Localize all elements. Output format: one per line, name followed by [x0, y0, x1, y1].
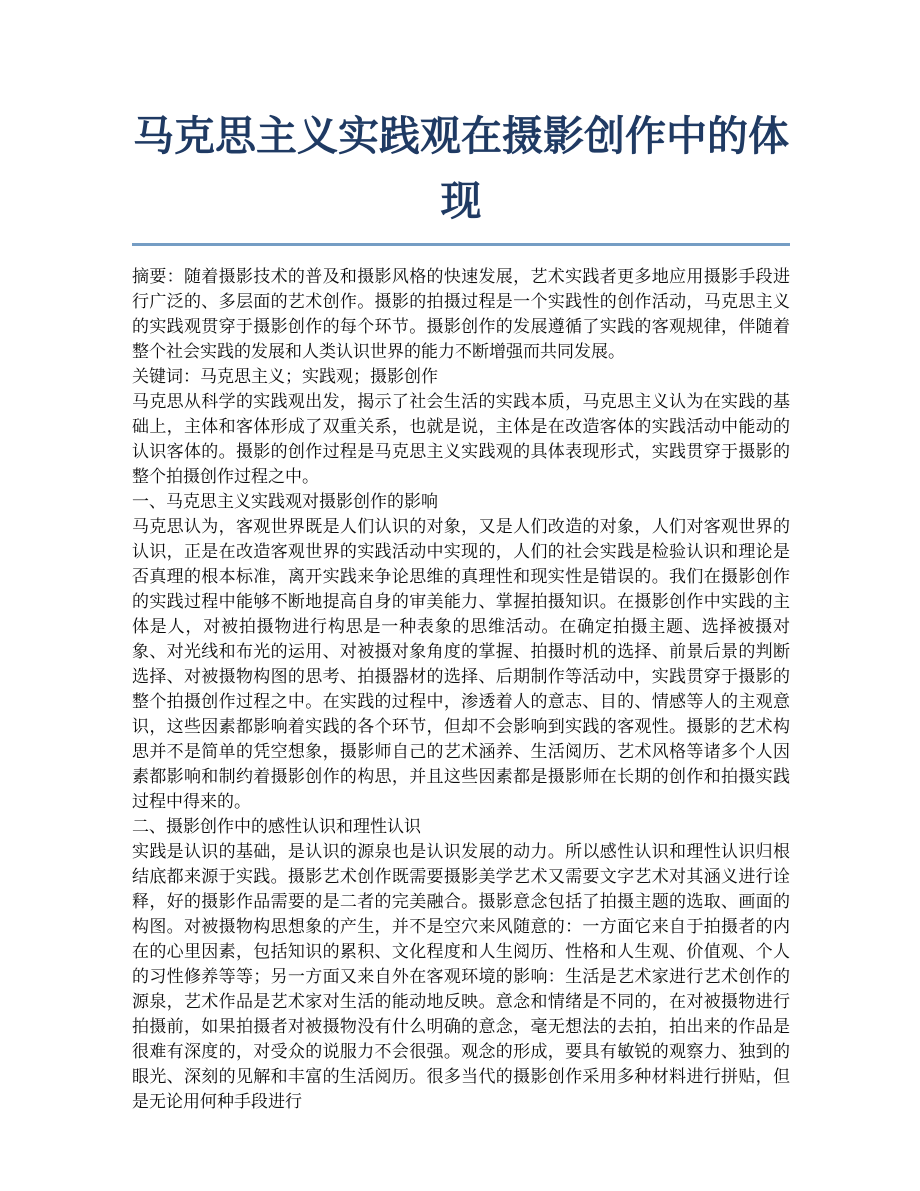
document-title: 马克思主义实践观在摄影创作中的体现 — [133, 113, 789, 224]
paragraph: 一、马克思主义实践观对摄影创作的影响 — [132, 492, 438, 511]
paragraph: 关键词：马克思主义；实践观；摄影创作 — [132, 367, 438, 386]
paragraph: 二、摄影创作中的感性认识和理性认识 — [132, 817, 421, 836]
paragraph: 实践是认识的基础，是认识的源泉也是认识发展的动力。所以感性认识和理性认识归根结底都来源于实践。摄影艺术创作既需要摄影美学艺术又需要文字艺术对其涵义进行诠释，好的摄影作品需要的是二者的完美融合。摄影意念包括了拍摄主题的选取、画面的构图。对被摄物构思想象的产生，并不是空穴来风随意的：一方面它来自于拍摄者的内在的心里因素，包括知识的累积、文化程度和人生阅历、性格和人生观、价值观、个人的习性修养等等；另一方面又来自外在客观环境的影响：生活是艺术家进行艺术创作的源泉，艺术作品是艺术家对生活的能动地反映。意念和情绪是不同的，在对被摄物进行拍摄前，如果拍摄者对被摄物没有什么明确的意念，毫无想法的去拍，拍出来的作品是很难有深度的，对受众的说服力不会很强。观念的形成，要具有敏锐的观察力、独到的眼光、深刻的见解和丰富的生活阅历。很多当代的摄影创作采用多种材料进行拼贴，但是无论用何种手段进行 — [132, 842, 790, 1111]
paragraph: 马克思认为，客观世界既是人们认识的对象，又是人们改造的对象，人们对客观世界的认识，正是在改造客观世界的实践活动中实现的，人们的社会实践是检验认识和理论是否真理的根本标准，离开实践来争论思维的真理性和现实性是错误的。我们在摄影创作的实践过程中能够不断地提高自身的审美能力、掌握拍摄知识。在摄影创作中实践的主体是人，对被拍摄物进行构思是一种表象的思维活动。在确定拍摄主题、选择被摄对象、对光线和布光的运用、对被摄对象角度的掌握、拍摄时机的选择、前景后景的判断选择、对被摄物构图的思考、拍摄器材的选择、后期制作等活动中，实践贯穿于摄影的整个拍摄创作过程之中。在实践的过程中，渗透着人的意志、目的、情感等人的主观意识，这些因素都影响着实践的各个环节，但却不会影响到实践的客观性。摄影的艺术构思并不是简单的凭空想象，摄影师自己的艺术涵养、生活阅历、艺术风格等诸多个人因素都影响和制约着摄影创作的构思，并且这些因素都是摄影师在长期的创作和拍摄实践过程中得来的。 — [132, 517, 790, 811]
paragraph: 马克思从科学的实践观出发，揭示了社会生活的实践本质，马克思主义认为在实践的基础上，主体和客体形成了双重关系，也就是说，主体是在改造客体的实践活动中能动的认识客体的。摄影的创作过程是马克思主义实践观的具体表现形式，实践贯穿于摄影的整个拍摄创作过程之中。 — [132, 392, 790, 486]
document-body — [132, 264, 790, 1114]
title-divider-line — [132, 243, 790, 246]
paragraph: 摘要：随着摄影技术的普及和摄影风格的快速发展，艺术实践者更多地应用摄影手段进行广泛的、多层面的艺术创作。摄影的拍摄过程是一个实践性的创作活动，马克思主义的实践观贯穿于摄影创作的每个环节。摄影创作的发展遵循了实践的客观规律，伴随着整个社会实践的发展和人类认识世界的能力不断增强而共同发展。 — [132, 267, 790, 361]
